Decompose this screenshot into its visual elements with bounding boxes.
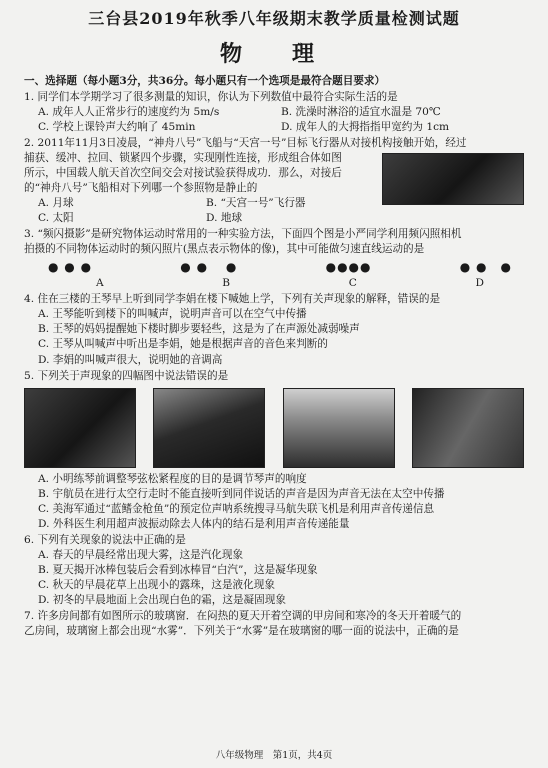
question-stem: 7. 许多房间都有如图所示的玻璃窗．在闷热的夏天开着空调的甲房间和寒冷的冬天开着暖气的 [24, 609, 462, 622]
exam-title: 三台县2019年秋季八年级期末教学质量检测试题 [88, 9, 460, 28]
dots-d: ● ● ● [459, 260, 512, 275]
option-b: B. 洗澡时淋浴的适宜水温是 70℃ [281, 106, 441, 119]
question-stem: 2. 2011年11月3日凌晨，“神舟八号”飞船与“天宫一号”目标飞行器从对接机构接触开始，经过 [24, 137, 467, 150]
question-text: 的“神舟八号”飞船相对下列哪一个参照物是静止的 [24, 182, 258, 195]
subject-title: 物 理 [219, 40, 328, 67]
option-c: C. 太阳 [38, 212, 74, 225]
question-3 [24, 227, 524, 291]
option-b: B. 王琴的妈妈提醒她下楼时脚步要轻些，这是为了在声源处减弱噪声 [38, 323, 360, 336]
option-d: D. 地球 [206, 212, 243, 225]
sonar-photo [283, 388, 395, 468]
option-c: C. 秋天的早晨花草上出现小的露珠，这是液化现象 [38, 578, 275, 591]
label-c: C [348, 277, 357, 290]
option-a: A. 王琴能听到楼下的叫喊声，说明声音可以在空气中传播 [38, 308, 307, 321]
dots-c: ●●●● [325, 260, 372, 275]
option-a: A. 小明练琴前调整琴弦松紧程度的目的是调节琴声的响度 [38, 472, 307, 485]
ultrasound-photo [412, 388, 524, 468]
options [24, 105, 524, 135]
option-a: A. 月球 [38, 197, 74, 210]
question-1 [24, 90, 524, 135]
option-a: A. 春天的早晨经常出现大雾，这是汽化现象 [38, 548, 244, 561]
question-5 [24, 369, 524, 532]
option-b: B. 夏天揭开冰棒包装后会看到冰棒冒“白汽”，这是凝华现象 [38, 563, 318, 576]
option-b: B. “天宫一号”飞行器 [206, 197, 306, 210]
options [24, 196, 374, 226]
option-c: C. 王琴从叫喊声中听出是李娟，她是根据声音的音色来判断的 [38, 338, 328, 351]
question-stem: 1. 同学们本学期学习了很多测量的知识，你认为下列数值中最符合实际生活的是 [24, 90, 398, 103]
label-a: A [96, 277, 104, 290]
question-7 [24, 609, 524, 639]
dots-a: ● ● ● [48, 260, 93, 275]
strobe-labels [24, 276, 524, 291]
question-text: 所示，中国载人航天首次空间交会对接试验获得成功．那么，对接后 [24, 167, 342, 180]
question-stem: 3. “频闪摄影”是研究物体运动时常用的一种实验方法，下面四个图是小严同学利用频闪照相机 [24, 228, 462, 241]
option-d: D. 外科医生利用超声波振动除去人体内的结石是利用声音传递能量 [38, 517, 350, 530]
label-d: D [475, 277, 484, 290]
option-c: C. 学校上课铃声大约响了 45min [38, 121, 196, 134]
astronaut-photo [153, 388, 265, 468]
option-b: B. 宇航员在进行太空行走时不能直接听到同伴说话的声音是因为声音无法在太空中传播 [38, 487, 445, 500]
option-d: D. 初冬的早晨地面上会出现白色的霜，这是凝固现象 [38, 593, 286, 606]
option-d: D. 李娟的叫喊声很大，说明她的音调高 [38, 353, 223, 366]
question-stem: 5. 下列关于声现象的四幅图中说法错误的是 [24, 369, 229, 382]
question-stem: 6. 下列有关现象的说法中正确的是 [24, 533, 186, 546]
option-d: D. 成年人的大拇指指甲宽约为 1cm [281, 121, 450, 134]
dots-b: ● ● ● [180, 260, 238, 275]
section-heading: 一、选择题（每小题3分，共36分。每小题只有一个选项是最符合题目要求） [24, 74, 386, 87]
question-stem: 4. 住在三楼的王琴早上听到同学李娟在楼下喊她上学，下列有关声现象的解释，错误的是 [24, 293, 441, 306]
question-6 [24, 533, 524, 608]
question-4 [24, 292, 524, 367]
page-footer: 八年级物理 第1页，共4页 [215, 749, 333, 761]
sound-photos [24, 388, 524, 468]
violin-photo [24, 388, 136, 468]
option-a: A. 成年人人正常步行的速度约为 5m/s [38, 106, 220, 119]
option-c: C. 美海军通过“蓝鳍金枪鱼”的预定位声呐系统搜寻马航失联飞机是利用声音传递信息 [38, 502, 435, 515]
label-b: B [222, 277, 231, 290]
question-text: 乙房间，玻璃窗上都会出现“水雾”．下列关于“水雾”是在玻璃窗的哪一面的说法中，正确的是 [24, 624, 459, 637]
question-text: 捕获、缓冲、拉回、锁紧四个步骤，实现刚性连接，形成组合体如图 [24, 152, 342, 165]
question-text: 拍摄的不同物体运动时的频闪照片(黑点表示物体的像)，其中可能做匀速直线运动的是 [24, 243, 425, 256]
strobe-dots-row [24, 257, 524, 276]
question-2 [24, 136, 524, 226]
spacecraft-docking-photo [382, 153, 524, 205]
